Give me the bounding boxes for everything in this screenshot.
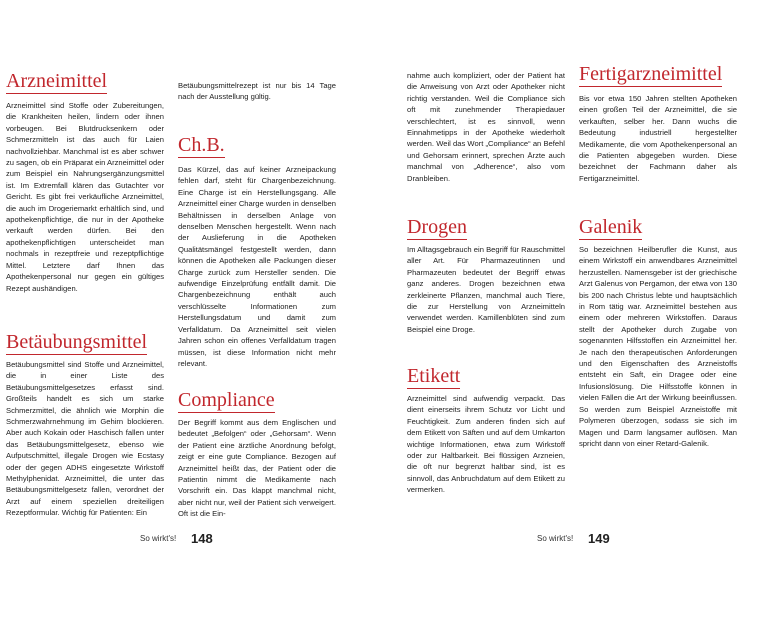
text-chb: Das Kürzel, das auf keiner Arzneipackung fehlen darf, steht für Chargenbezeichnung. Eine Charge ist ein Herstellungsgang. Alle Arzneimittel einer Charge wurden in denselben Behältnissen in derselben Anlage von denselben Menschen hergestellt. Wenn nach der Auslieferung in die Apotheken Qualitätsmängel festgestellt werden, dann können die Apotheken alle Packungen dieser Charge zurück zum Hersteller senden. Die aufwendige Einzelprüfung entfällt damit. Die Chargenbezeichnung enthält auch verschlüsselte Informationen zum Herstellungsdatum und damit zum Verfalldatum. Da Arzneimittel seit vielen Jahren schon ein offenes Verfalldatum tragen müssen, ist diese Information nicht mehr relevant.	[178, 165, 336, 368]
text-fertigarzneimittel: Bis vor etwa 150 Jahren stellten Apotheken einen großen Teil der Arzneimittel, die sie verkauften, selber her. Dann wuchs die Bedeutung industriell hergestellter Medikamente, die vom Apothekenpersonal an die Patienten abgegeben wurden. Diese bezeichnet der Fachmann daher als Fertigarzneimittel.	[579, 94, 737, 183]
heading-chb: Ch.B.	[178, 134, 225, 156]
heading-fertigarzneimittel: Fertigarzneimittel	[579, 63, 723, 85]
column-4b	[579, 216, 737, 449]
heading-drogen: Drogen	[407, 216, 467, 238]
heading-galenik: Galenik	[579, 216, 643, 238]
text-compliance: Der Begriff kommt aus dem Englischen und bedeutet „Befolgen“ oder „Gehorsam“. Wenn der Patient eine ärztliche Anordnung befolgt, zeigt er eine gute Compliance. Bezogen auf Arzneimittel heißt das, der Patient oder die Patientin nimmt die Medikamente nach Vorschrift ein. Das klappt manchmal nicht, aber nicht nur, weil der Patient sich verweigert. Oft ist die Ein-	[178, 418, 336, 519]
text-galenik: So bezeichnen Heilberufler die Kunst, aus einem Wirkstoff ein anwendbares Arzneimittel herzustellen. Namensgeber ist der griechische Arzt Galenus von Pergamon, der etwa von 130 bis 200 nach Christus lebte und hauptsächlich in Rom tätig war. Arzneimittel bestehen aus einem oder mehreren Wirkstoffen. Daraus stellt der Apotheker durch Zugabe von sogenannten Hilfsstoffen ein Arzneimittel her. Je nach den therapeutischen Anforderungen und den Eigenschaften des Arzneistoffs entsteht ein Saft, ein Dragee oder eine Infusionslösung. Die Hilfsstoffe können in vielen Fällen die Art der Wirkung beeinflussen. So werden zum Beispiel Arzneistoffe mit Polymeren überzogen, sodass sie sich im Magen und Darm langsamer auflösen. Man spricht dann von einer Retard-Galenik.	[579, 245, 737, 448]
heading-arzneimittel: Arzneimittel	[6, 70, 108, 92]
footer-label-right: So wirkt's!	[537, 534, 574, 543]
column-1	[6, 70, 164, 294]
text-drogen: Im Alltagsgebrauch ein Begriff für Rauschmittel aller Art. Für Pharmazeutinnen und Pharmazeuten bedeutet der Begriff etwas ganz anderes. Drogen bezeichnen etwa zerkleinerte Pflanzen, manchmal auch Tiere, die zur Herstellung von Arzneimitteln verwendet werden. Kamillenblüten sind zum Beispiel eine Droge.	[407, 245, 565, 334]
column-2	[178, 80, 336, 103]
column-2c	[178, 389, 336, 520]
page-number-left: 148	[191, 531, 213, 546]
column-4	[579, 63, 737, 184]
page-number-right: 149	[588, 531, 610, 546]
column-3b	[407, 216, 565, 335]
text-betaeubungsmittel: Betäubungsmittel sind Stoffe und Arzneimittel, die in einer Liste des Betäubungsmittelgesetzes erfasst sind. Großteils handelt es sich um starke Schmerzmittel, die ähnlich wie Morphin die Schmerzwahrnehmung im Gehirn blockieren. Aber auch Kokain oder Haschisch fallen unter das Betäubungsmittelgesetz, ebenso wie Aufputschmittel, illegale Drogen wie Ecstasy oder der gegen ADHS eingesetzte Wirkstoff Methylphenidat. Arzneimittel, die unter das Betäubungsmittelgesetz fallen, verordnet der Arzt auf einem speziellen dreiteiligen Rezeptformular. Wichtig für Patienten: Ein	[6, 360, 164, 518]
text-arzneimittel: Arzneimittel sind Stoffe oder Zubereitungen, die Krankheiten heilen, lindern oder ihnen vorbeugen. Bei Blutdrucksenkern oder Schmerzmitteln ist das auch für Laien nachvollziehbar. Manchmal ist es aber schwer zu sagen, ob ein Präparat ein Arzneimittel oder zum Beispiel ein Nahrungsergänzungsmittel ist. Im Extremfall klären das Gutachter vor Gericht. Es gibt frei verkäufliche Arzneimittel, die auch im Drogeriemarkt erhältlich sind, und apothekenpflichtige, die nur in der Apotheke verkauft werden dürfen. Bei den apothekenpflichtigen unterscheidet man nochmals in rezeptfreie und rezeptpflichtige Mittel. Letztere darf Ihnen das Apothekenpersonal nur gegen ein gültiges Rezept aushändigen.	[6, 101, 164, 293]
heading-etikett: Etikett	[407, 365, 461, 387]
column-3c	[407, 365, 565, 496]
column-1b	[6, 331, 164, 519]
heading-betaeubungsmittel: Betäubungsmittel	[6, 331, 148, 353]
text-etikett: Arzneimittel sind aufwendig verpackt. Das dient einerseits ihrem Schutz vor Licht und Feuchtigkeit. Zum anderen finden sich auf dem Etikett von Säften und auf dem Umkarton wichtige Informationen, etwa zum Wirkstoff oder zur Haltbarkeit. Bei flüssigen Arzneien, die oft nur begrenzt haltbar sind, ist es sinnvoll, das Anbruchdatum auf dem Etikett zu vermerken.	[407, 394, 565, 495]
column-3	[407, 70, 565, 184]
text-betaeubungsmittel-continued: Betäubungsmittelrezept ist nur bis 14 Tage nach der Ausstellung gültig.	[178, 81, 336, 102]
text-compliance-continued: nahme auch kompliziert, oder der Patient hat die Anweisung von Arzt oder Apotheker nicht richtig verstanden. Weil die Compliance sich oft mit zunehmender Therapiedauer verschlechtert, ist es sinnvoll, wenn Einnahmetipps in der Apotheke wiederholt werden. Weil das Wort „Compliance“ an Befehl und Gehorsam erinnert, sprechen Ärzte auch manchmal von „Adherence“, also vom Dranbleiben.	[407, 71, 565, 183]
heading-compliance: Compliance	[178, 389, 275, 411]
column-2b	[178, 134, 336, 369]
footer-label-left: So wirkt's!	[140, 534, 177, 543]
